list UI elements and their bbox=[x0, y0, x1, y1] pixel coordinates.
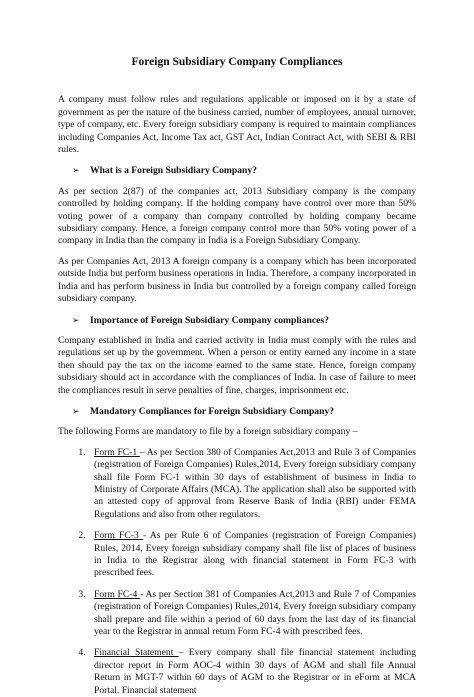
section-heading-what-is bbox=[58, 164, 416, 177]
form-name: Form FC-4 bbox=[94, 588, 141, 600]
section-heading-text: Importance of Foreign Subsidiary Company compliances? bbox=[90, 314, 329, 326]
body-paragraph: As per Companies Act, 2013 A foreign company is a company which has been incorporated outside India but perform business operations in India. Therefore, a company incorporated in India and has perform business in India but controlled by a foreign company called foreign subsidiary company. bbox=[58, 255, 416, 305]
forms-list bbox=[58, 447, 416, 697]
form-name: Form FC-1 bbox=[94, 446, 140, 458]
intro-paragraph: A company must follow rules and regulations applicable or imposed on it by a state of government as per the nature of the business carried, number of employees, annual turnover, type of company, etc. Every foreign subsidiary company is required to maintain compliances including Companies Act, Income Tax act, GST Act, Indian Contract Act, with SEBI & RBI rules. bbox=[58, 94, 416, 156]
body-paragraph: The following Forms are mandatory to file by a foreign subsidiary company – bbox=[58, 426, 358, 438]
list-item bbox=[88, 647, 416, 697]
list-item bbox=[88, 530, 416, 580]
section-heading-importance bbox=[58, 314, 416, 327]
section-heading-mandatory bbox=[58, 405, 416, 418]
body-paragraph: Company established in India and carried activity in India must comply with the rules and regulations set up by the government. When a person or entity earned any income in a state then should pay the tax on the income earned to the same state. Hence, foreign company subsidiary should act in accordance with the compliances of India. In case of failure to meet the compliances result in serve penalties of fine, charges, imprisonment etc. bbox=[58, 334, 416, 396]
form-description: – Every company shall file financial statement including director report in Form AOC-4 within 30 days of AGM and shall file Annual Return in MGT-7 within 60 days of AGM to the Registrar or in eForm at MCA Portal. Financial statement bbox=[94, 647, 416, 696]
page-title: Foreign Subsidiary Company Compliances bbox=[131, 56, 343, 68]
section-heading-text: Mandatory Compliances for Foreign Subsidiary Company? bbox=[90, 405, 335, 417]
arrow-bullet-icon: ➢ bbox=[72, 314, 80, 325]
arrow-bullet-icon: ➢ bbox=[72, 405, 80, 416]
form-description: - As per Rule 6 of Companies (registration of Foreign Companies) Rules, 2014, Every foreign subsidiary company shall file list of places of business in India to the Registrar along with financial statement in Form FC-3 with prescribed fees. bbox=[94, 530, 416, 579]
body-paragraph: As per section 2(87) of the companies act, 2013 Subsidiary company is the company controlled by holding company. If the holding company have control over more than 50% voting power of a company than company controlled by holding company became subsidiary company. Hence, a foreign company control more than 50% voting power of a company in India than the company in India is a Foreign Subsidiary Company. bbox=[58, 185, 416, 247]
form-name: Form FC-3 bbox=[94, 530, 143, 542]
form-description: - As per Section 381 of Companies Act,2013 and Rule 7 of Companies (registration of Foreign Companies) Rules,2014, Every foreign subsidiary company shall prepare and file within a period of 60 days from the last day of its financial year to the Registrar in annual return Form FC-4 with prescribed fees. bbox=[94, 588, 416, 638]
form-name: Financial Statement bbox=[94, 647, 179, 659]
list-item bbox=[88, 447, 416, 521]
section-heading-text: What is a Foreign Subsidiary Company? bbox=[90, 165, 257, 177]
form-description: – As per Section 380 of Companies Act,2013 and Rule 3 of Companies (registration of Foreign Companies) Rules,2014, Every foreign subsidiary company shall file Form FC-1 within 30 days of establishment of business in India to Ministry of Corporate Affairs (MCA). The application shall also be supported with an attested copy of approval from Reserve Bank of India (RBI) under FEMA Regulations and also from other regulators. bbox=[94, 446, 416, 520]
list-item bbox=[88, 589, 416, 639]
arrow-bullet-icon: ➢ bbox=[72, 165, 80, 176]
